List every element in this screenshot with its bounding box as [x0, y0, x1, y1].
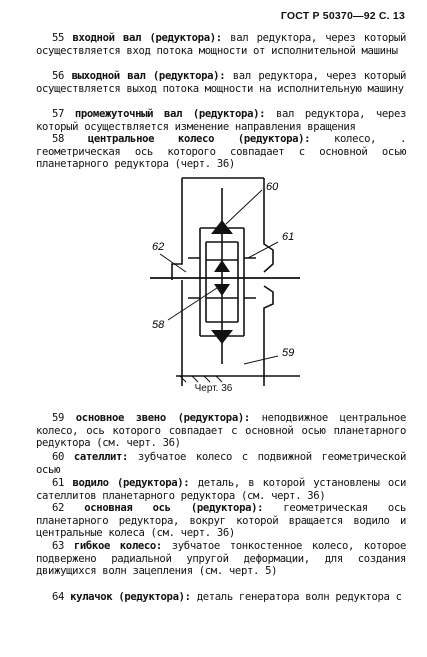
entry-definition: вал редуктора, через который осуществляется выход потока мощности на исполнительную машину — [36, 70, 406, 95]
entry-number: 57 — [52, 108, 65, 120]
page-header: ГОСТ Р 50370—92 С. 13 — [280, 10, 405, 22]
entry-definition: зубчатое тонкостенное колесо, которое подвержено радиальной упругой деформации, для создания движущихся волн зацепления (см. черт. 5) — [36, 540, 406, 578]
entry-number: 58 — [52, 133, 65, 145]
entry-62 — [36, 502, 406, 540]
figure-caption: Черт. 36 — [194, 383, 233, 394]
entry-number: 61 — [52, 477, 65, 489]
leader-58 — [168, 286, 220, 320]
entry-58 — [36, 133, 406, 171]
leader-59 — [244, 356, 278, 364]
sun-top — [214, 260, 230, 272]
entry-term: гибкое колесо: — [73, 540, 162, 552]
entry-definition: деталь генератора волн редуктора с — [196, 591, 402, 603]
entry-definition: вал редуктора, через который осуществляется изменение направления вращения — [36, 108, 407, 133]
entry-number: 56 — [52, 70, 65, 82]
leader-60 — [226, 190, 262, 224]
housing-right-wall — [264, 286, 273, 386]
label-62: 62 — [152, 241, 165, 253]
entry-57 — [36, 108, 406, 133]
entry-definition: деталь, в которой установлены оси сателлитов планетарного редуктора (см. черт. 36) — [36, 477, 406, 502]
entry-number: 60 — [52, 451, 65, 463]
entry-definition: колесо, . геометрическая ось которого совпадает с основной осью планетарного редуктора (черт. 36) — [36, 133, 406, 171]
entry-63 — [36, 540, 406, 578]
entry-56 — [36, 70, 406, 95]
entry-55 — [36, 32, 406, 57]
label-61: 61 — [282, 231, 295, 243]
entry-term: центральное колесо (редуктора): — [87, 133, 311, 145]
entry-number: 55 — [52, 32, 65, 44]
entry-number: 64 — [52, 591, 65, 603]
entry-number: 62 — [52, 502, 65, 514]
entry-term: входной вал (редуктора): — [72, 32, 222, 44]
planetary-gearbox-diagram — [0, 168, 427, 398]
entry-term: кулачок (редуктора): — [70, 591, 191, 603]
entry-64 — [36, 591, 406, 604]
entry-term: водило (редуктора): — [72, 477, 190, 489]
entry-term: основное звено (редуктора): — [75, 412, 250, 424]
entry-definition: неподвижное центральное колесо, ось которого совпадает с основной осью планетарного редуктора (см. черт. 36) — [36, 412, 406, 450]
entry-term: выходной вал (редуктора): — [71, 70, 226, 82]
entry-60 — [36, 451, 406, 476]
entry-term: промежуточный вал (редуктора): — [74, 108, 266, 120]
housing-left-outline — [172, 178, 182, 280]
ground-hatch — [180, 376, 222, 382]
entry-number: 63 — [52, 540, 65, 552]
entry-59 — [36, 412, 406, 450]
satellite-bottom — [211, 330, 233, 344]
entry-definition: зубчатое колесо с подвижной геометрической осью — [36, 451, 406, 476]
entry-term: сателлит: — [73, 451, 129, 463]
entry-definition: вал редуктора, через который осуществляется вход потока мощности от исполнительной машины — [36, 32, 406, 57]
label-59: 59 — [282, 347, 295, 359]
sun-bottom — [214, 284, 230, 296]
satellite-top — [211, 220, 233, 234]
entry-definition: геометрическая ось планетарного редуктора, вокруг которой вращается водило и центральные колеса (см. черт. 36) — [36, 502, 407, 540]
label-58: 58 — [152, 319, 165, 331]
entry-term: основная ось (редуктора): — [84, 502, 264, 514]
entry-number: 59 — [52, 412, 65, 424]
label-60: 60 — [266, 181, 279, 193]
entry-61 — [36, 477, 406, 502]
